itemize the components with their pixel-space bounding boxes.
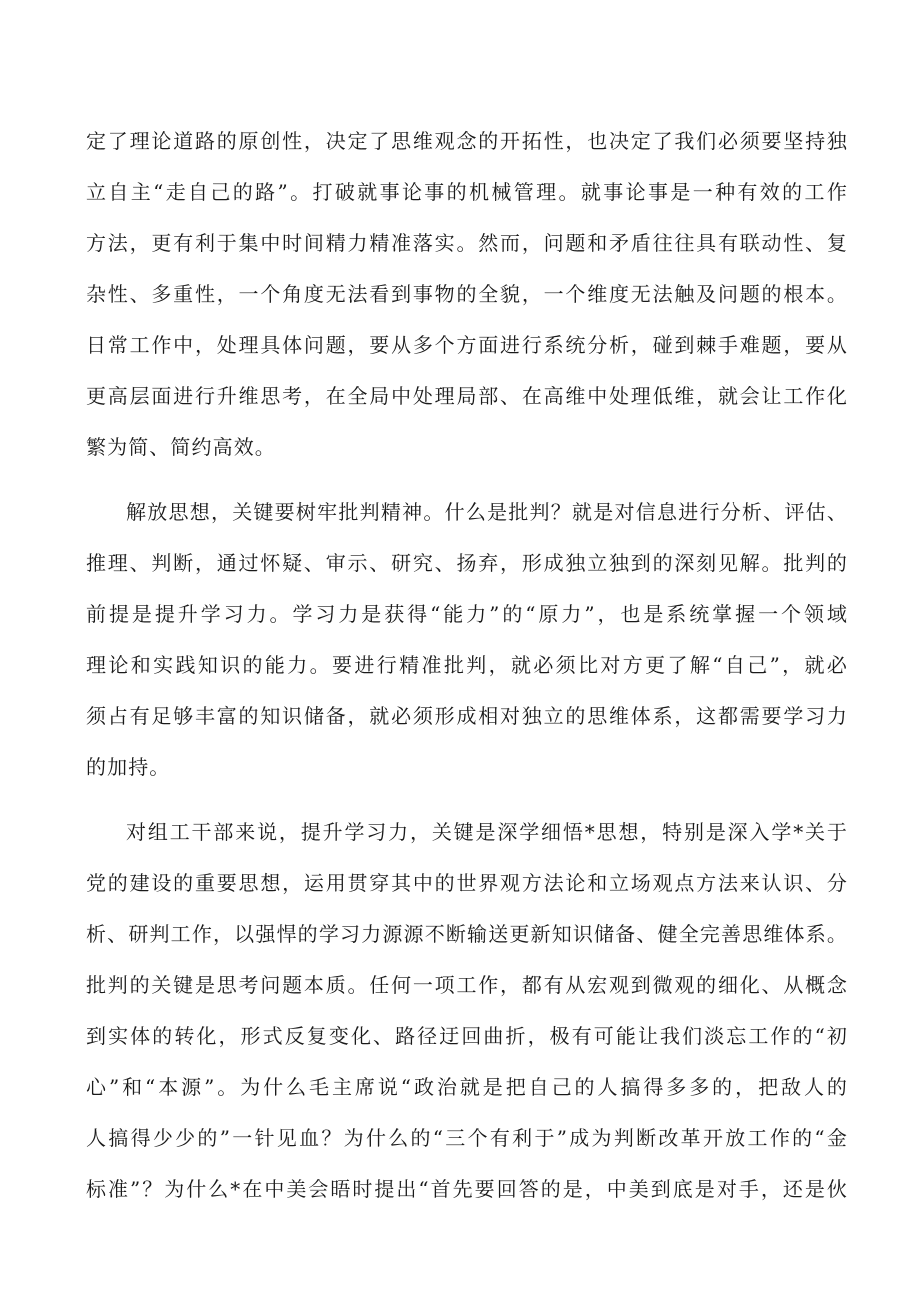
text-line: 到实体的转化，形式反复变化、路径迂回曲折，极有可能让我们淡忘工作的“初 bbox=[86, 1024, 848, 1048]
text-line: 标准”？为什么*在中美会晤时提出“首先要回答的是，中美到底是对手，还是伙 bbox=[86, 1177, 848, 1201]
paragraph-gap bbox=[86, 473, 848, 487]
text-line: 方法，更有利于集中时间精力精准落实。然而，问题和矛盾往往具有联动性、复 bbox=[86, 231, 848, 255]
text-line: 解放思想，关键要树牢批判精神。什么是批判？就是对信息进行分析、评估、 bbox=[126, 500, 848, 524]
paragraph-3 bbox=[86, 807, 848, 1215]
text-line: 析、研判工作，以强悍的学习力源源不断输送更新知识储备、健全完善思维体系。 bbox=[86, 922, 848, 946]
paragraph-1 bbox=[86, 116, 848, 473]
text-line: 推理、判断，通过怀疑、审示、研究、扬弃，形成独立独到的深刻见解。批判的 bbox=[86, 551, 848, 575]
text-line: 前提是提升学习力。学习力是获得“能力”的“原力”，也是系统掌握一个领域 bbox=[86, 602, 848, 626]
text-line: 立自主“走自己的路”。打破就事论事的机械管理。就事论事是一种有效的工作 bbox=[86, 180, 848, 204]
text-line: 杂性、多重性，一个角度无法看到事物的全貌，一个维度无法触及问题的根本。 bbox=[86, 282, 848, 306]
paragraph-2 bbox=[86, 487, 848, 793]
text-line: 的加持。 bbox=[86, 755, 171, 779]
text-line: 定了理论道路的原创性，决定了思维观念的开拓性，也决定了我们必须要坚持独 bbox=[86, 129, 848, 153]
text-line: 理论和实践知识的能力。要进行精准批判，就必须比对方更了解“自己”，就必 bbox=[86, 653, 848, 677]
text-line: 更高层面进行升维思考，在全局中处理局部、在高维中处理低维，就会让工作化 bbox=[86, 384, 848, 408]
text-line: 心”和“本源”。为什么毛主席说“政治就是把自己的人搞得多多的，把敌人的 bbox=[86, 1075, 848, 1099]
text-line: 人搞得少少的”一针见血？为什么的“三个有利于”成为判断改革开放工作的“金 bbox=[86, 1126, 848, 1150]
text-line: 日常工作中，处理具体问题，要从多个方面进行系统分析，碰到棘手难题，要从 bbox=[86, 333, 848, 357]
text-line: 党的建设的重要思想，运用贯穿其中的世界观方法论和立场观点方法来认识、分 bbox=[86, 871, 848, 895]
text-line: 对组工干部来说，提升学习力，关键是深学细悟*思想，特别是深入学*关于 bbox=[126, 820, 848, 844]
text-line: 须占有足够丰富的知识储备，就必须形成相对独立的思维体系，这都需要学习力 bbox=[86, 704, 848, 728]
document-body bbox=[86, 116, 848, 1215]
paragraph-gap bbox=[86, 793, 848, 807]
text-line: 繁为简、简约高效。 bbox=[86, 435, 276, 459]
text-line: 批判的关键是思考问题本质。任何一项工作，都有从宏观到微观的细化、从概念 bbox=[86, 973, 848, 997]
